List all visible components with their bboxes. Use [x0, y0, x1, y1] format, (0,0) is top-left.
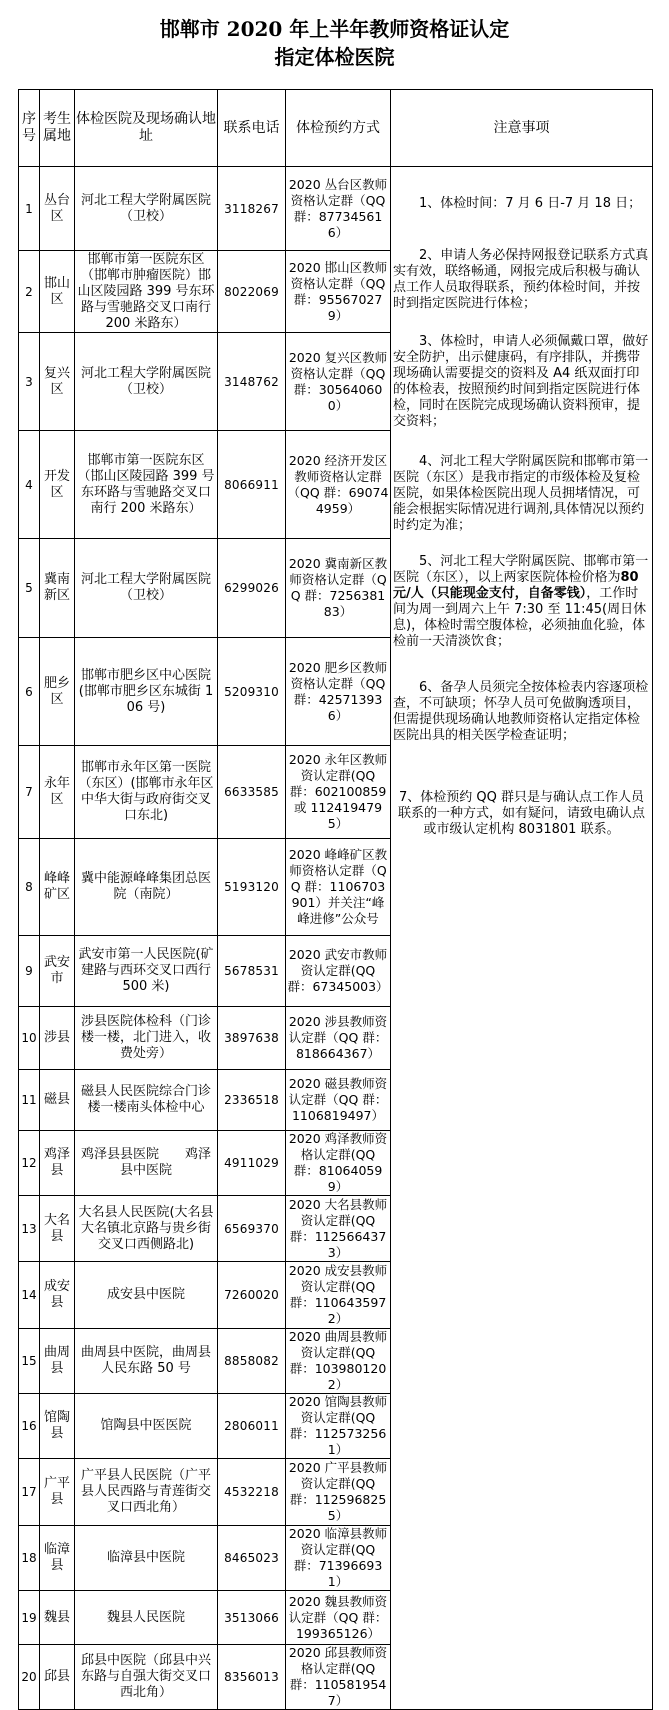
row-phone: 7260020	[218, 1262, 286, 1329]
row-region: 广平县	[40, 1459, 75, 1526]
row-booking: 2020 邯山区教师资格认定群（QQ 群：955670279）	[286, 251, 391, 333]
row-region: 磁县	[40, 1070, 75, 1131]
row-no: 9	[19, 936, 40, 1007]
row-booking: 2020 峰峰矿区教师资格认定群（QQ 群：1106703901）并关注“峰峰进修”公众号	[286, 839, 391, 936]
row-booking: 2020 鸡泽教师资格认定群(QQ 群：810640599）	[286, 1131, 391, 1196]
row-no: 4	[19, 431, 40, 539]
row-hospital: 河北工程大学附属医院（卫校）	[75, 333, 218, 431]
row-booking: 2020 永年区教师资认定群(QQ 群：602100859 或 1124194795）	[286, 746, 391, 839]
row-no: 2	[19, 251, 40, 333]
row-hospital: 成安县中医院	[75, 1262, 218, 1329]
row-hospital: 魏县人民医院	[75, 1591, 218, 1645]
row-region: 峰峰矿区	[40, 839, 75, 936]
row-booking: 2020 肥乡区教师资格认定群（QQ 群：425713936）	[286, 638, 391, 746]
header-no: 序号	[19, 90, 40, 167]
note-5-price: 80 元/人（只能现金支付，自备零钱）	[393, 570, 639, 601]
note-5	[393, 554, 650, 650]
row-booking: 2020 成安县教师资认定群(QQ 群：1106435972）	[286, 1262, 391, 1329]
note-2: 2、申请人务必保持网报登记联系方式真实有效，联络畅通，网报完成后积极与确认点工作人员取得联系，预约体检时间，并按时到指定医院进行体检；	[393, 248, 649, 311]
row-hospital: 大名县人民医院(大名县大名镇北京路与贵乡街交叉口西侧路北)	[75, 1196, 218, 1262]
row-hospital: 邯郸市肥乡区中心医院(邯郸市肥乡区东城街 106 号)	[75, 638, 218, 746]
row-booking: 2020 磁县教师资认定群（QQ 群：1106819497）	[286, 1070, 391, 1131]
row-phone: 5678531	[218, 936, 286, 1007]
note-7: 7、体检预约 QQ 群只是与确认点工作人员联系的一种方式，如有疑问，请致电确认点或市级认定机构 8031801 联系。	[397, 790, 645, 837]
row-no: 8	[19, 839, 40, 936]
row-phone: 4532218	[218, 1459, 286, 1526]
row-booking: 2020 魏县教师资认定群（QQ 群：199365126）	[286, 1591, 391, 1645]
row-phone: 6633585	[218, 746, 286, 839]
header-booking: 体检预约方式	[286, 90, 391, 167]
row-phone: 2806011	[218, 1394, 286, 1459]
row-phone: 2336518	[218, 1070, 286, 1131]
row-no: 13	[19, 1196, 40, 1262]
note-3: 3、体检时，申请人必须佩戴口罩，做好安全防护，出示健康码，有序排队，并携带现场确认需要提交的资料及 A4 纸双面打印的体检表，按照预约时间到指定医院进行体检，同时在医院完成现场确认资料预审，提交资料；	[393, 334, 649, 429]
row-region: 开发区	[40, 431, 75, 539]
row-phone: 5193120	[218, 839, 286, 936]
row-phone: 5209310	[218, 638, 286, 746]
row-no: 16	[19, 1394, 40, 1459]
row-no: 14	[19, 1262, 40, 1329]
row-region: 鸡泽县	[40, 1131, 75, 1196]
note-5-text-a: 5、河北工程大学附属医院、邯郸市第一医院（东区），以上两家医院体检价格为	[393, 554, 649, 585]
row-booking: 2020 曲周县教师资认定群(QQ 群：1039801202）	[286, 1329, 391, 1394]
row-region: 成安县	[40, 1262, 75, 1329]
row-phone: 8066911	[218, 431, 286, 539]
row-phone: 3897638	[218, 1007, 286, 1070]
row-no: 7	[19, 746, 40, 839]
row-region: 邱县	[40, 1645, 75, 1710]
document-title-line2: 指定体检医院	[274, 45, 395, 69]
row-no: 10	[19, 1007, 40, 1070]
row-hospital: 鸡泽县县医院 鸡泽县中医院	[75, 1131, 218, 1196]
row-hospital: 河北工程大学附属医院（卫校）	[75, 167, 218, 251]
notes-cell	[391, 167, 653, 1710]
row-region: 馆陶县	[40, 1394, 75, 1459]
row-region: 肥乡区	[40, 638, 75, 746]
row-phone: 8022069	[218, 251, 286, 333]
row-region: 永年区	[40, 746, 75, 839]
row-booking: 2020 馆陶县教师资认定群(QQ 群：1125732561）	[286, 1394, 391, 1459]
row-no: 12	[19, 1131, 40, 1196]
row-booking: 2020 武安市教师资认定群(QQ 群：67345003）	[286, 936, 391, 1007]
row-no: 3	[19, 333, 40, 431]
row-no: 11	[19, 1070, 40, 1131]
row-phone: 8356013	[218, 1645, 286, 1710]
note-1: 1、体检时间：7 月 6 日-7 月 18 日；	[419, 196, 642, 211]
row-booking: 2020 广平县教师资认定群(QQ 群：1125968255）	[286, 1459, 391, 1526]
row-no: 19	[19, 1591, 40, 1645]
row-phone: 8465023	[218, 1526, 286, 1591]
row-booking: 2020 邱县教师资格认定群(QQ 群：1105819547）	[286, 1645, 391, 1710]
row-no: 15	[19, 1329, 40, 1394]
row-hospital: 邱县中医院（邱县中兴东路与自强大街交叉口西北角）	[75, 1645, 218, 1710]
row-hospital: 冀中能源峰峰集团总医院（南院）	[75, 839, 218, 936]
row-no: 5	[19, 539, 40, 638]
row-region: 武安市	[40, 936, 75, 1007]
row-phone: 6569370	[218, 1196, 286, 1262]
row-hospital: 馆陶县中医医院	[75, 1394, 218, 1459]
row-no: 18	[19, 1526, 40, 1591]
row-hospital: 广平县人民医院（广平县人民西路与青莲街交叉口西北角）	[75, 1459, 218, 1526]
row-region: 大名县	[40, 1196, 75, 1262]
note-6: 6、备孕人员须完全按体检表内容逐项检查，不可缺项；怀孕人员可免做胸透项目，但需提供现场确认地教师资格认定指定体检医院出具的相关医学检查证明；	[393, 680, 649, 743]
row-region: 冀南新区	[40, 539, 75, 638]
row-phone: 4911029	[218, 1131, 286, 1196]
row-booking: 2020 涉县教师资认定群（QQ 群：818664367）	[286, 1007, 391, 1070]
row-no: 17	[19, 1459, 40, 1526]
row-region: 丛台区	[40, 167, 75, 251]
note-5-text-b: ，工作时间为周一到周六上午 7:30 至 11:45(周日休息)，体检时需空腹体检，必须抽血化验，体检前一天清淡饮食；	[393, 586, 647, 649]
header-phone: 联系电话	[218, 90, 286, 167]
row-hospital: 涉县医院体检科（门诊楼一楼，北门进入，收费处旁）	[75, 1007, 218, 1070]
row-hospital: 邯郸市第一医院东区（邯郸市肿瘤医院）邯山区陵园路 399 号东环路与雪驰路交叉口南行 200 米路东）	[75, 251, 218, 333]
row-hospital: 邯郸市永年区第一医院（东区）(邯郸市永年区中华大街与政府街交叉口东北)	[75, 746, 218, 839]
document-title-line1: 邯郸市 2020 年上半年教师资格证认定	[159, 17, 510, 41]
row-booking: 2020 临漳县教师资认定群(QQ 群：713966931）	[286, 1526, 391, 1591]
row-no: 6	[19, 638, 40, 746]
note-4: 4、河北工程大学附属医院和邯郸市第一医院（东区）是我市指定的市级体检及复检医院，如果体检医院出现人员拥堵情况，可能会根据实际情况进行调剂,具体情况以预约时约定为准；	[393, 454, 649, 533]
row-booking: 2020 冀南新区教师资格认定群（QQ 群：725638183）	[286, 539, 391, 638]
row-region: 魏县	[40, 1591, 75, 1645]
row-phone: 8858082	[218, 1329, 286, 1394]
row-booking: 2020 丛台区教师资格认定群（QQ 群：877345616）	[286, 167, 391, 251]
row-booking: 2020 经济开发区教师资格认定群（QQ 群：690744959）	[286, 431, 391, 539]
row-hospital: 磁县人民医院综合门诊楼一楼南头体检中心	[75, 1070, 218, 1131]
header-notes: 注意事项	[391, 90, 653, 167]
row-booking: 2020 大名县教师资认定群(QQ 群：1125664373）	[286, 1196, 391, 1262]
row-hospital: 邯郸市第一医院东区（邯山区陵园路 399 号东环路与雪驰路交叉口南行 200 米路东）	[75, 431, 218, 539]
row-hospital: 武安市第一人民医院(矿建路与西环交叉口西行 500 米)	[75, 936, 218, 1007]
row-phone: 3148762	[218, 333, 286, 431]
row-no: 20	[19, 1645, 40, 1710]
row-no: 1	[19, 167, 40, 251]
row-hospital: 临漳县中医院	[75, 1526, 218, 1591]
hospital-table	[18, 89, 653, 1710]
header-hospital: 体检医院及现场确认地址	[75, 90, 218, 167]
row-region: 曲周县	[40, 1329, 75, 1394]
row-phone: 3118267	[218, 167, 286, 251]
header-region: 考生属地	[40, 90, 75, 167]
row-phone: 3513066	[218, 1591, 286, 1645]
row-hospital: 曲周县中医院，曲周县人民东路 50 号	[75, 1329, 218, 1394]
table-header-row	[19, 90, 653, 167]
row-region: 涉县	[40, 1007, 75, 1070]
row-region: 临漳县	[40, 1526, 75, 1591]
table-row	[19, 167, 653, 251]
row-booking: 2020 复兴区教师资格认定群（QQ 群：305640600）	[286, 333, 391, 431]
row-phone: 6299026	[218, 539, 286, 638]
row-hospital: 河北工程大学附属医院（卫校）	[75, 539, 218, 638]
row-region: 邯山区	[40, 251, 75, 333]
row-region: 复兴区	[40, 333, 75, 431]
